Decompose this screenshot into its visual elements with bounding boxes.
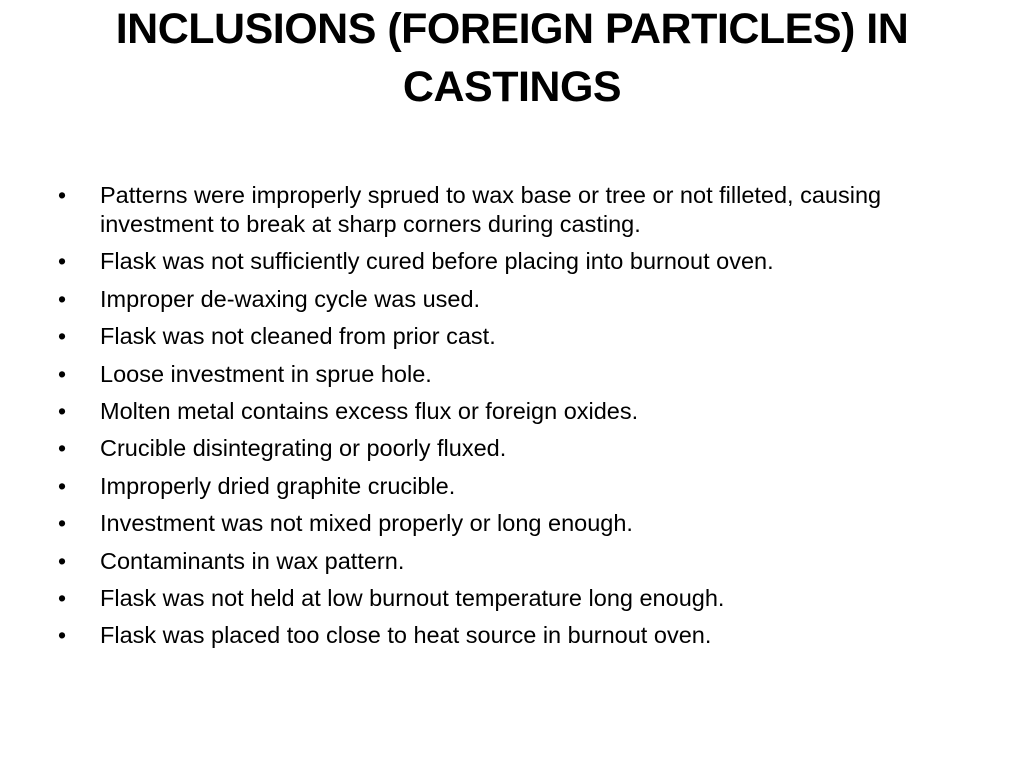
bullet-icon: • (58, 285, 67, 312)
bullet-text: Crucible disintegrating or poorly fluxed. (100, 435, 507, 462)
bullet-icon: • (58, 182, 67, 208)
bullet-icon: • (58, 323, 67, 350)
bullet-item (58, 181, 978, 239)
bullet-icon: • (58, 547, 67, 574)
bullet-item (58, 584, 978, 613)
bullet-icon: • (58, 360, 67, 387)
bullet-text: Flask was not sufficiently cured before placing into burnout oven. (100, 248, 774, 275)
bullet-icon: • (58, 584, 67, 611)
bullet-item (58, 472, 978, 501)
bullet-item (58, 397, 978, 426)
slide-title: INCLUSIONS (FOREIGN PARTICLES) IN CASTINGS (115, 5, 909, 111)
bullet-item (58, 547, 978, 576)
bullet-text: Flask was not cleaned from prior cast. (100, 323, 496, 350)
bullet-item (58, 434, 978, 463)
bullet-text: Contaminants in wax pattern. (100, 547, 405, 574)
bullet-list (58, 181, 978, 659)
bullet-text: Improper de-waxing cycle was used. (100, 285, 481, 312)
bullet-text: Molten metal contains excess flux or foreign oxides. (100, 397, 639, 424)
bullet-text: Flask was placed too close to heat source in burnout oven. (100, 622, 712, 649)
bullet-item (58, 247, 978, 276)
bullet-icon: • (58, 435, 67, 462)
bullet-text: Patterns were improperly sprued to wax base or tree or not filleted, causing investment to break at sharp corners during casting. (100, 182, 882, 237)
bullet-text: Loose investment in sprue hole. (100, 360, 432, 387)
bullet-text: Flask was not held at low burnout temperature long enough. (100, 584, 725, 611)
bullet-icon: • (58, 248, 67, 275)
bullet-item (58, 285, 978, 314)
bullet-icon: • (58, 510, 67, 537)
bullet-item (58, 509, 978, 538)
bullet-item (58, 621, 978, 650)
bullet-text: Improperly dried graphite crucible. (100, 472, 456, 499)
bullet-item (58, 360, 978, 389)
bullet-icon: • (58, 397, 67, 424)
bullet-icon: • (58, 472, 67, 499)
bullet-icon: • (58, 622, 67, 649)
bullet-text: Investment was not mixed properly or long enough. (100, 510, 633, 537)
bullet-item (58, 322, 978, 351)
